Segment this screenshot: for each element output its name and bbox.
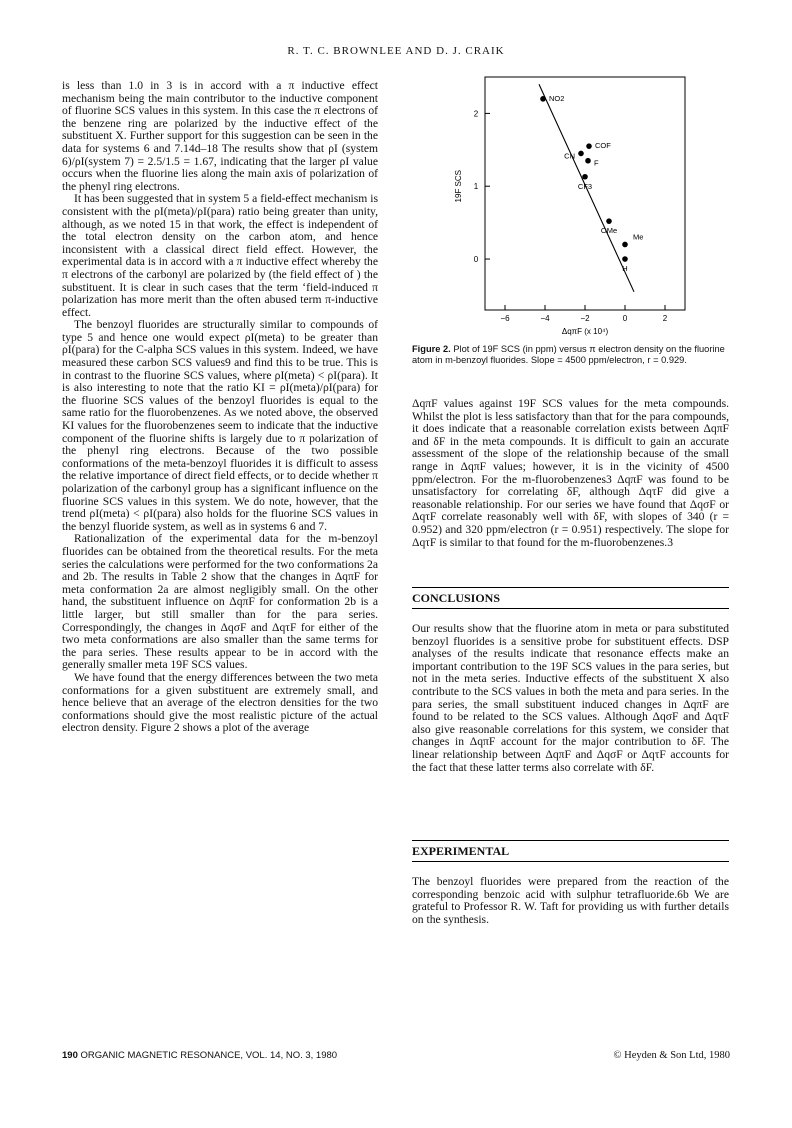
data-point	[578, 151, 584, 157]
data-point	[622, 256, 628, 262]
data-point	[582, 174, 588, 180]
paragraph: ΔqπF values against 19F SCS values for the meta compounds. Whilst the plot is less satisfactory than that for the para compounds, it does indicate that a reasonable correlation exists between ΔqπF and δF in the meta compounds. It is difficult to gain an accurate assessment of the slope of the relationship because of the small range in ΔqπF values; however, it is in the vicinity of 4500 ppm/electron. For the m-fluorobenzenes3 ΔqπF was found to be unsatisfactory for correlating δF, although ΔqτF did give a reasonable relationship. For our series we have found that ΔqσF or ΔqτF correlate reasonably well with δF, with slopes of 340 (r = 0.952) and 320 ppm/electron (r = 0.951) respectively. The slope for ΔqτF is similar to that found for the m-fluorobenzenes.3	[412, 397, 729, 549]
paragraph: is less than 1.0 in 3 is in accord with a π inductive effect mechanism being the main contributor to the inductive component of fluorine SCS values in this system. In this case the π electrons of the benzene ring are polarized by the inductive effect of the substituent X. Further support for this suggestion can be seen in the data for systems 6 and 7.14d–18 The results show that ρI (system 6)/ρI(system 7) = 2.5/1.5 = 1.67, indicating that the larger ρI value occurs when the fluorine lies along the main axis of polarization of the phenyl ring electrons.	[62, 79, 378, 193]
point-label: H	[622, 264, 628, 274]
experimental-heading: EXPERIMENTAL	[412, 840, 729, 862]
data-point	[622, 242, 628, 248]
point-label: CN	[564, 151, 575, 161]
x-axis-label: ΔqπF (x 10⁴)	[561, 327, 609, 336]
point-label: COF	[595, 141, 611, 151]
point-label: CF3	[577, 181, 593, 191]
paragraph: The benzoyl fluorides are structurally similar to compounds of type 5 and hence one would expect ρI(meta) to be greater than ρI(para) for the C-alpha SCS values in this system. Indeed, we have measured these carbon SCS values9 and find this to be true. This is in contrast to the fluorine SCS values, where ρI(meta) < ρI(para). It is also interesting to note that the ratio KI = ρI(meta)/ρI(para) for the fluorine SCS values of the benzoyl fluorides is equal to the same ratio for the fluorobenzenes. As we noted above, the observed KI values for the fluorobenzenes seem to indicate that the inductive component of the fluorine shifts is largely due to π polarization of the phenyl ring electrons. Because of the two possible conformations of the meta-benzoyl fluorides it is difficult to assess the relative importance of direct field effects, or to decide whether π polarization of the carbonyl group has a significant influence on the fluorine SCS values in this system. We do note, however, that the trend ρI(meta) < ρI(para) also holds for the fluorine SCS values in the benzyl fluoride system, as well as in systems 6 and 7.	[62, 318, 378, 533]
data-point	[540, 96, 546, 102]
left-column	[62, 80, 378, 735]
caption-text: Plot of 19F SCS (in ppm) versus π electron density on the fluorine atom in m-benzoyl fluorides. Slope = 4500 ppm/electron, r = 0.929.	[412, 344, 725, 365]
running-head: R. T. C. BROWNLEE AND D. J. CRAIK	[287, 45, 505, 57]
y-tick-label: 0	[473, 255, 479, 265]
conclusions-heading: CONCLUSIONS	[412, 587, 729, 609]
paragraph: Rationalization of the experimental data for the m-benzoyl fluorides can be obtained from the theoretical results. For the meta series the calculations were performed for the two conformations 2a and 2b. The results in Table 2 show that the changes in ΔqπF for meta conformation 2a are almost negligibly small. On the other hand, the substituent influence on ΔqπF for conformation 2b is a little larger, but still smaller than for the para series. Correspondingly, the changes in ΔqσF and ΔqτF for either of the two meta conformations are also smaller than the same terms for the para series. These results appear to be in accord with the generally smaller meta 19F SCS values.	[62, 532, 378, 672]
figure-caption	[412, 344, 732, 366]
point-label: Me	[633, 232, 644, 242]
x-tick-label: −4	[540, 314, 550, 323]
journal-name: ORGANIC MAGNETIC RESONANCE, VOL. 14, NO. 3, 1980	[80, 1050, 338, 1061]
x-tick-label: −2	[580, 314, 590, 323]
figure-2-plot	[455, 72, 720, 337]
x-tick-label: 0	[622, 314, 628, 323]
point-label: NO2	[549, 93, 565, 103]
x-tick-label: −6	[500, 314, 510, 323]
footer-journal	[62, 1050, 337, 1061]
experimental-text	[412, 876, 729, 926]
paragraph: The benzoyl fluorides were prepared from the reaction of the corresponding benzoic acid with sulphur tetrafluoride.6b We are grateful to Professor R. W. Taft for providing us with further details on the synthesis.	[412, 875, 729, 926]
caption-label: Figure 2.	[412, 344, 451, 354]
data-point	[585, 158, 591, 164]
y-axis-label: 19F SCS	[454, 169, 463, 203]
paragraph: It has been suggested that in system 5 a field-effect mechanism is consistent with the ρI(meta)/ρI(para) ratio being greater than unity, although, as we noted 15 in that work, the effect is independent of the total electron density on the carbon atom, and hence inconsistent with a classical direct field effect. However, the experimental data is in accord with a π inductive effect whereby the π electrons of the carbonyl are polarized by (the field effect of ) the substituent. It is clear in such cases that the term ‘field-induced π polarization has more merit than the often abused term π-inductive effect.	[62, 192, 378, 319]
y-tick-label: 1	[473, 182, 479, 192]
point-label: OMe	[600, 226, 618, 236]
paragraph: We have found that the energy differences between the two meta conformations for a given substituent are extremely small, and hence believe that an average of the electron densities for the two conformations should give the most realistic picture of the actual electron density. Figure 2 shows a plot of the average	[62, 670, 378, 735]
data-point	[606, 218, 612, 224]
conclusions-text	[412, 623, 729, 774]
footer-copyright: © Heyden & Son Ltd, 1980	[613, 1050, 730, 1061]
page-number: 190	[62, 1050, 78, 1061]
x-tick-label: 2	[662, 314, 668, 323]
y-tick-label: 2	[473, 109, 479, 119]
data-point	[586, 143, 592, 149]
plot-frame	[485, 77, 685, 310]
paragraph: Our results show that the fluorine atom in meta or para substituted benzoyl fluorides is a sensitive probe for substituent effects. DSP analyses of the results indicate that resonance effects make an important contribution to the 19F SCS values in the para series, but not in the meta series. Inductive effects of the substituent X also contribute to the SCS values in both the meta and para series. In the para series, the small substituent induced changes in ΔqπF are found to be related to the SCS values. Although ΔqσF and ΔqτF also give reasonable correlations for this system, we consider that changes in ΔqπF account for the major contribution to δF. The linear relationship between ΔqπF and ΔqσF or ΔqτF accounts for the fact that these latter terms also correlate with δF.	[412, 622, 729, 774]
right-column-paragraph	[412, 398, 729, 549]
point-label: F	[594, 158, 599, 168]
